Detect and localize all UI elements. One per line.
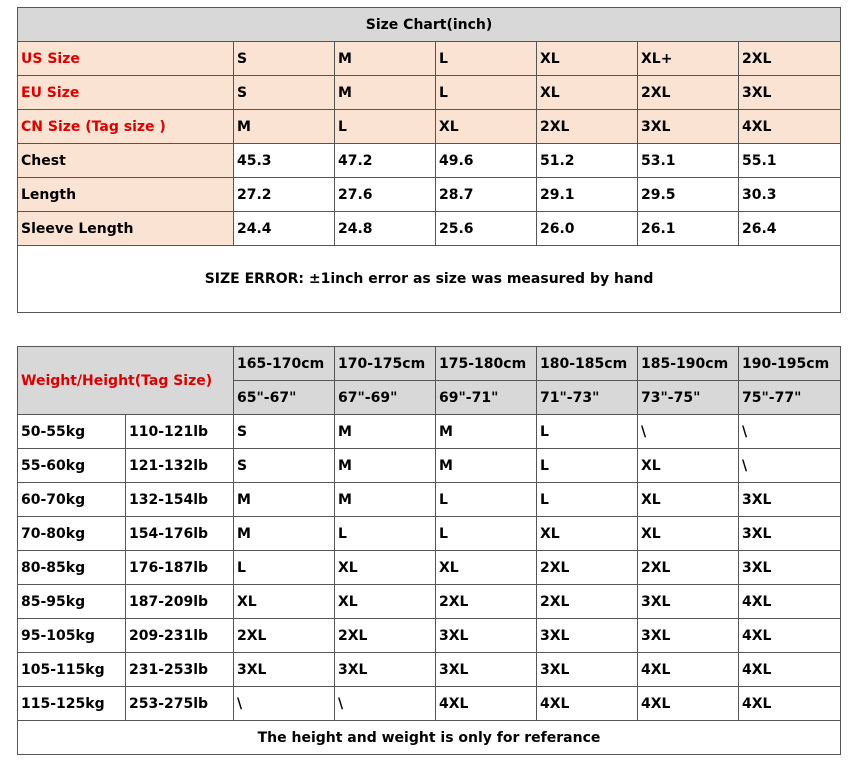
size-cell: S: [234, 76, 335, 110]
measure-cell: 29.5: [638, 178, 739, 212]
height-cm-cell: 180-185cm: [537, 347, 638, 381]
measure-cell: 51.2: [537, 144, 638, 178]
size-row-label: EU Size: [18, 76, 234, 110]
table-row: [18, 687, 841, 721]
measure-cell: 45.3: [234, 144, 335, 178]
size-cell: L: [537, 483, 638, 517]
size-chart-table: [17, 7, 841, 313]
size-cell: 3XL: [234, 653, 335, 687]
size-cell: 3XL: [638, 110, 739, 144]
size-cell: M: [335, 449, 436, 483]
weight-kg-cell: 50-55kg: [18, 415, 126, 449]
measure-cell: 49.6: [436, 144, 537, 178]
measure-cell: 24.4: [234, 212, 335, 246]
size-cell: \: [739, 415, 841, 449]
weight-kg-cell: 80-85kg: [18, 551, 126, 585]
measure-cell: 24.8: [335, 212, 436, 246]
size-cell: \: [335, 687, 436, 721]
size-cell: 4XL: [739, 585, 841, 619]
size-cell: 3XL: [739, 76, 841, 110]
size-cell: XL: [638, 449, 739, 483]
size-cell: 3XL: [436, 619, 537, 653]
table-row: [18, 585, 841, 619]
size-cell: 3XL: [537, 653, 638, 687]
table-row: [18, 449, 841, 483]
size-cell: XL: [335, 551, 436, 585]
reference-note: The height and weight is only for referance: [18, 721, 841, 755]
size-cell: XL: [638, 483, 739, 517]
size-cell: 3XL: [739, 483, 841, 517]
size-cell: 3XL: [335, 653, 436, 687]
measure-cell: 27.6: [335, 178, 436, 212]
measure-cell: 26.1: [638, 212, 739, 246]
size-cell: \: [638, 415, 739, 449]
size-cell: XL: [638, 517, 739, 551]
size-cell: M: [234, 517, 335, 551]
height-cm-cell: 175-180cm: [436, 347, 537, 381]
weight-lb-cell: 154-176lb: [126, 517, 234, 551]
size-row-length: [18, 178, 841, 212]
weight-lb-cell: 187-209lb: [126, 585, 234, 619]
weight-kg-cell: 60-70kg: [18, 483, 126, 517]
weight-height-header: Weight/Height(Tag Size): [18, 347, 234, 415]
size-cell: XL: [436, 551, 537, 585]
size-cell: L: [335, 110, 436, 144]
size-cell: XL: [537, 42, 638, 76]
size-cell: XL+: [638, 42, 739, 76]
size-row-us: [18, 42, 841, 76]
height-in-cell: 69"-71": [436, 381, 537, 415]
height-cm-cell: 165-170cm: [234, 347, 335, 381]
table-row: [18, 483, 841, 517]
measure-cell: 30.3: [739, 178, 841, 212]
size-row-label: Length: [18, 178, 234, 212]
size-cell: 4XL: [537, 687, 638, 721]
size-cell: M: [436, 415, 537, 449]
weight-lb-cell: 209-231lb: [126, 619, 234, 653]
size-cell: 4XL: [739, 687, 841, 721]
weight-lb-cell: 110-121lb: [126, 415, 234, 449]
size-cell: L: [537, 449, 638, 483]
size-cell: 4XL: [739, 110, 841, 144]
measure-cell: 26.0: [537, 212, 638, 246]
size-cell: M: [436, 449, 537, 483]
table-row: [18, 517, 841, 551]
size-cell: L: [436, 42, 537, 76]
size-row-label: US Size: [18, 42, 234, 76]
size-cell: S: [234, 415, 335, 449]
size-cell: 4XL: [638, 653, 739, 687]
size-row-chest: [18, 144, 841, 178]
size-cell: 2XL: [537, 585, 638, 619]
weight-lb-cell: 253-275lb: [126, 687, 234, 721]
measure-cell: 29.1: [537, 178, 638, 212]
size-row-label: Chest: [18, 144, 234, 178]
size-cell: M: [234, 110, 335, 144]
table-row: [18, 551, 841, 585]
measure-cell: 55.1: [739, 144, 841, 178]
size-cell: S: [234, 42, 335, 76]
size-cell: XL: [537, 76, 638, 110]
weight-lb-cell: 231-253lb: [126, 653, 234, 687]
size-cell: \: [739, 449, 841, 483]
size-cell: XL: [234, 585, 335, 619]
size-cell: L: [335, 517, 436, 551]
size-cell: 3XL: [739, 517, 841, 551]
height-in-cell: 73"-75": [638, 381, 739, 415]
size-row-label: CN Size (Tag size ): [18, 110, 234, 144]
height-cm-cell: 170-175cm: [335, 347, 436, 381]
size-cell: M: [234, 483, 335, 517]
size-cell: L: [436, 483, 537, 517]
table-row: [18, 415, 841, 449]
measure-cell: 25.6: [436, 212, 537, 246]
size-cell: 2XL: [537, 110, 638, 144]
size-row-cn: [18, 110, 841, 144]
height-cm-row: [18, 347, 841, 381]
height-cm-cell: 190-195cm: [739, 347, 841, 381]
size-cell: 2XL: [638, 551, 739, 585]
size-cell: L: [234, 551, 335, 585]
size-cell: L: [537, 415, 638, 449]
weight-kg-cell: 70-80kg: [18, 517, 126, 551]
size-cell: XL: [436, 110, 537, 144]
size-cell: \: [234, 687, 335, 721]
size-cell: XL: [335, 585, 436, 619]
size-cell: 4XL: [436, 687, 537, 721]
size-cell: 2XL: [335, 619, 436, 653]
size-cell: 2XL: [436, 585, 537, 619]
size-note-row: [18, 246, 841, 313]
size-cell: M: [335, 42, 436, 76]
size-cell: M: [335, 415, 436, 449]
measure-cell: 53.1: [638, 144, 739, 178]
size-cell: 2XL: [638, 76, 739, 110]
size-cell: 3XL: [638, 619, 739, 653]
measure-cell: 47.2: [335, 144, 436, 178]
weight-kg-cell: 55-60kg: [18, 449, 126, 483]
size-error-note: SIZE ERROR: ±1inch error as size was measured by hand: [18, 246, 841, 313]
footer-row: [18, 721, 841, 755]
size-cell: XL: [537, 517, 638, 551]
height-cm-cell: 185-190cm: [638, 347, 739, 381]
size-cell: S: [234, 449, 335, 483]
height-in-cell: 75"-77": [739, 381, 841, 415]
height-in-cell: 67"-69": [335, 381, 436, 415]
weight-lb-cell: 176-187lb: [126, 551, 234, 585]
size-cell: 4XL: [739, 619, 841, 653]
size-cell: 3XL: [537, 619, 638, 653]
size-cell: M: [335, 483, 436, 517]
measure-cell: 26.4: [739, 212, 841, 246]
size-cell: 2XL: [739, 42, 841, 76]
size-cell: 3XL: [638, 585, 739, 619]
table-row: [18, 653, 841, 687]
height-in-cell: 71"-73": [537, 381, 638, 415]
weight-lb-cell: 132-154lb: [126, 483, 234, 517]
size-row-label: Sleeve Length: [18, 212, 234, 246]
table-row: [18, 619, 841, 653]
size-cell: L: [436, 517, 537, 551]
measure-cell: 28.7: [436, 178, 537, 212]
weight-kg-cell: 85-95kg: [18, 585, 126, 619]
size-chart-title-row: [18, 8, 841, 42]
weight-kg-cell: 115-125kg: [18, 687, 126, 721]
size-cell: 3XL: [436, 653, 537, 687]
weight-lb-cell: 121-132lb: [126, 449, 234, 483]
size-cell: 2XL: [234, 619, 335, 653]
height-in-cell: 65"-67": [234, 381, 335, 415]
weight-kg-cell: 95-105kg: [18, 619, 126, 653]
weight-kg-cell: 105-115kg: [18, 653, 126, 687]
size-cell: M: [335, 76, 436, 110]
size-chart-title: Size Chart(inch): [18, 8, 841, 42]
size-cell: 3XL: [739, 551, 841, 585]
size-row-eu: [18, 76, 841, 110]
size-row-sleeve: [18, 212, 841, 246]
weight-height-table: [17, 346, 841, 755]
measure-cell: 27.2: [234, 178, 335, 212]
size-cell: L: [436, 76, 537, 110]
size-cell: 2XL: [537, 551, 638, 585]
size-cell: 4XL: [739, 653, 841, 687]
size-cell: 4XL: [638, 687, 739, 721]
